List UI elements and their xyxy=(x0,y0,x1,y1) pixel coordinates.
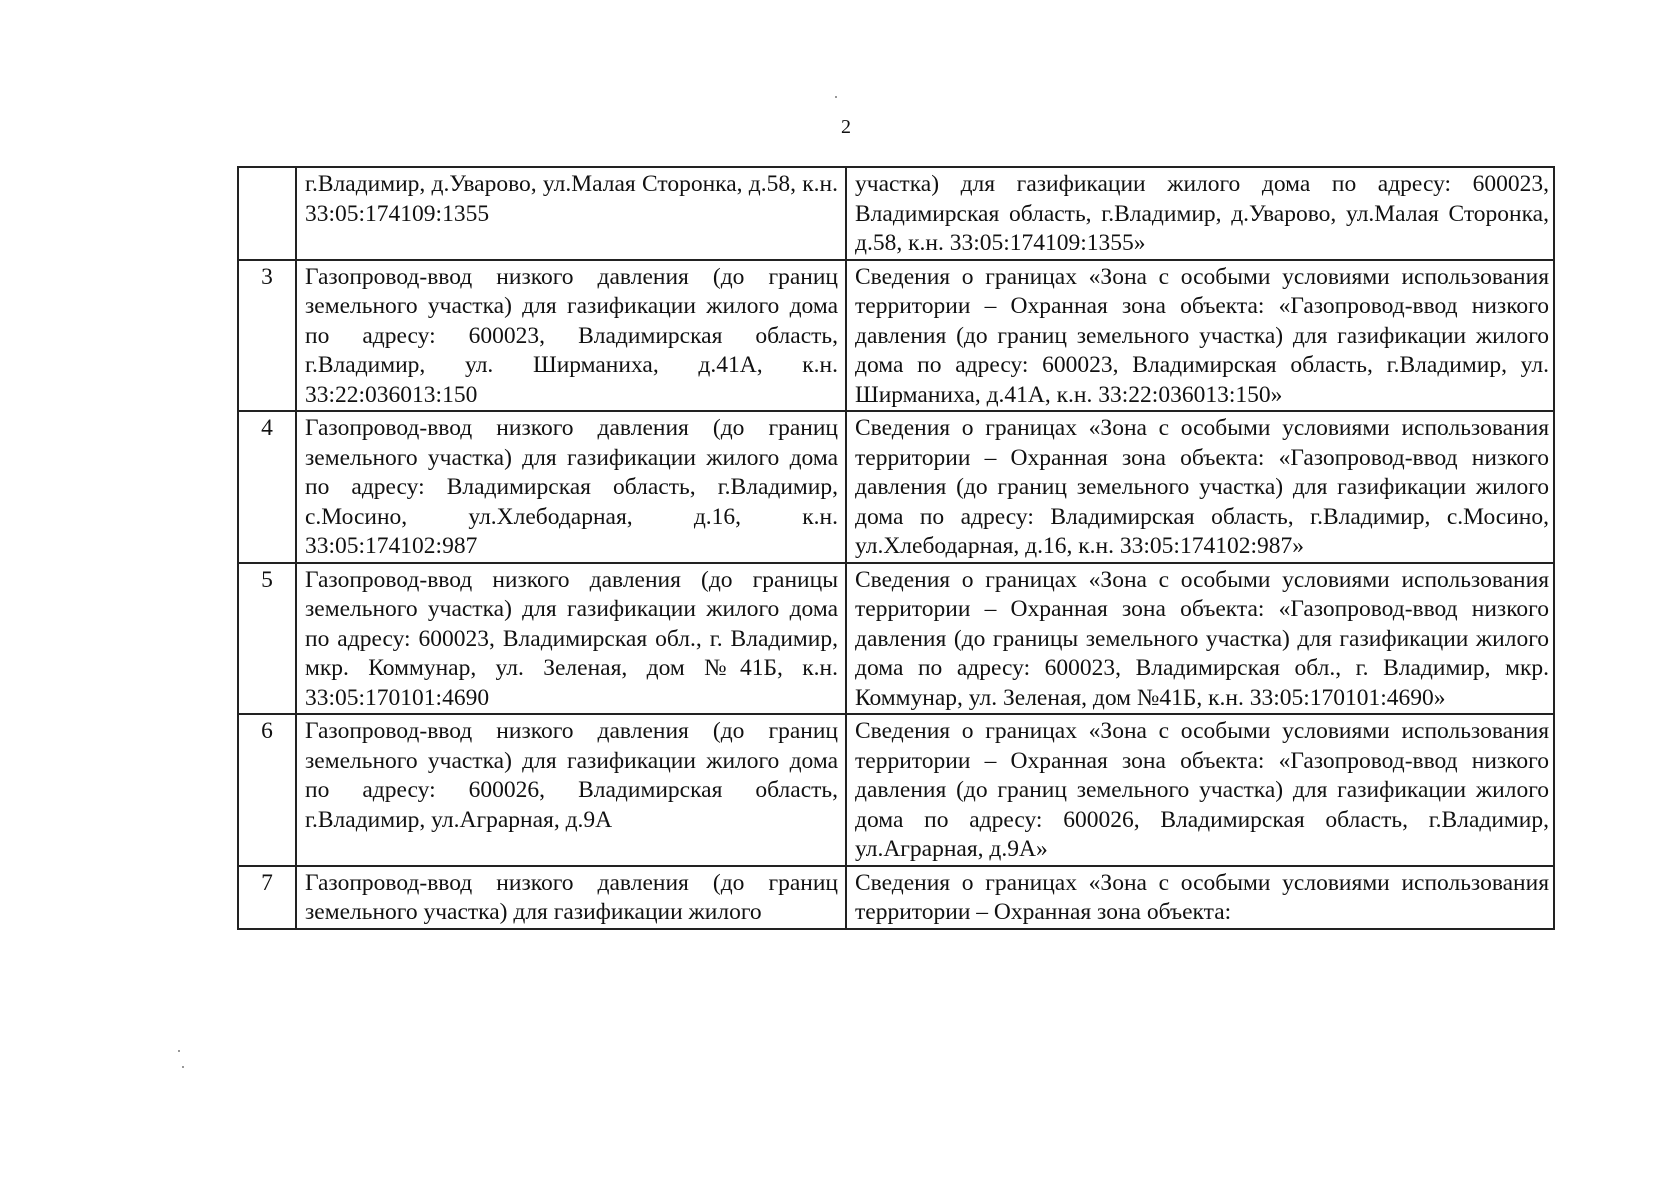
row-number-cell: 7 xyxy=(238,866,296,929)
zone-info-cell: Сведения о границах «Зона с особыми условиями использования территории – Охранная зона объекта: «Газопровод-ввод низкого давления (до границ земельного участка) для газификации жилого дома по адресу: 600023, Владимирская область, г.Владимир, ул. Ширманиха, д.41А, к.н. 33:22:036013:150» xyxy=(846,260,1554,412)
object-name-cell: Газопровод-ввод низкого давления (до границ земельного участка) для газификации жилого xyxy=(296,866,846,929)
object-name-cell: Газопровод-ввод низкого давления (до границ земельного участка) для газификации жилого дома по адресу: Владимирская область, г.Владимир, с.Мосино, ул.Хлебодарная, д.16, к.н. 33:05:174102:987 xyxy=(296,411,846,563)
object-name-cell: Газопровод-ввод низкого давления (до границ земельного участка) для газификации жилого дома по адресу: 600026, Владимирская область, г.Владимир, ул.Аграрная, д.9А xyxy=(296,714,846,866)
table-row xyxy=(238,411,1554,563)
object-name-cell: г.Владимир, д.Уварово, ул.Малая Сторонка, д.58, к.н. 33:05:174109:1355 xyxy=(296,167,846,260)
table-row xyxy=(238,563,1554,715)
zone-info-cell: участка) для газификации жилого дома по адресу: 600023, Владимирская область, г.Владимир, д.Уварово, ул.Малая Сторонка, д.58, к.н. 33:05:174109:1355» xyxy=(846,167,1554,260)
scan-speck xyxy=(182,1066,184,1068)
zones-table xyxy=(237,166,1555,930)
row-number-cell xyxy=(238,167,296,260)
object-name-cell: Газопровод-ввод низкого давления (до границы земельного участка) для газификации жилого дома по адресу: 600023, Владимирская обл., г. Владимир, мкр. Коммунар, ул. Зеленая, дом №41Б, к.н. 33:05:170101:4690 xyxy=(296,563,846,715)
object-name-cell: Газопровод-ввод низкого давления (до границ земельного участка) для газификации жилого дома по адресу: 600023, Владимирская область, г.Владимир, ул. Ширманиха, д.41А, к.н. 33:22:036013:150 xyxy=(296,260,846,412)
table-row xyxy=(238,714,1554,866)
page-number: 2 xyxy=(841,116,851,138)
scan-speck xyxy=(178,1050,180,1052)
row-number-cell: 5 xyxy=(238,563,296,715)
row-number-cell: 4 xyxy=(238,411,296,563)
row-number-cell: 3 xyxy=(238,260,296,412)
zone-info-cell: Сведения о границах «Зона с особыми условиями использования территории – Охранная зона объекта: «Газопровод-ввод низкого давления (до границы земельного участка) для газификации жилого дома по адресу: 600023, Владимирская обл., г. Владимир, мкр. Коммунар, ул. Зеленая, дом №41Б, к.н. 33:05:170101:4690» xyxy=(846,563,1554,715)
zone-info-cell: Сведения о границах «Зона с особыми условиями использования территории – Охранная зона объекта: «Газопровод-ввод низкого давления (до границ земельного участка) для газификации жилого дома по адресу: 600026, Владимирская область, г.Владимир, ул.Аграрная, д.9А» xyxy=(846,714,1554,866)
table-row xyxy=(238,260,1554,412)
table-row xyxy=(238,167,1554,260)
zone-info-cell: Сведения о границах «Зона с особыми условиями использования территории – Охранная зона объекта: «Газопровод-ввод низкого давления (до границ земельного участка) для газификации жилого дома по адресу: Владимирская область, г.Владимир, с.Мосино, ул.Хлебодарная, д.16, к.н. 33:05:174102:987» xyxy=(846,411,1554,563)
table-row xyxy=(238,866,1554,929)
row-number-cell: 6 xyxy=(238,714,296,866)
scan-speck xyxy=(835,96,837,98)
zone-info-cell: Сведения о границах «Зона с особыми условиями использования территории – Охранная зона объекта: xyxy=(846,866,1554,929)
